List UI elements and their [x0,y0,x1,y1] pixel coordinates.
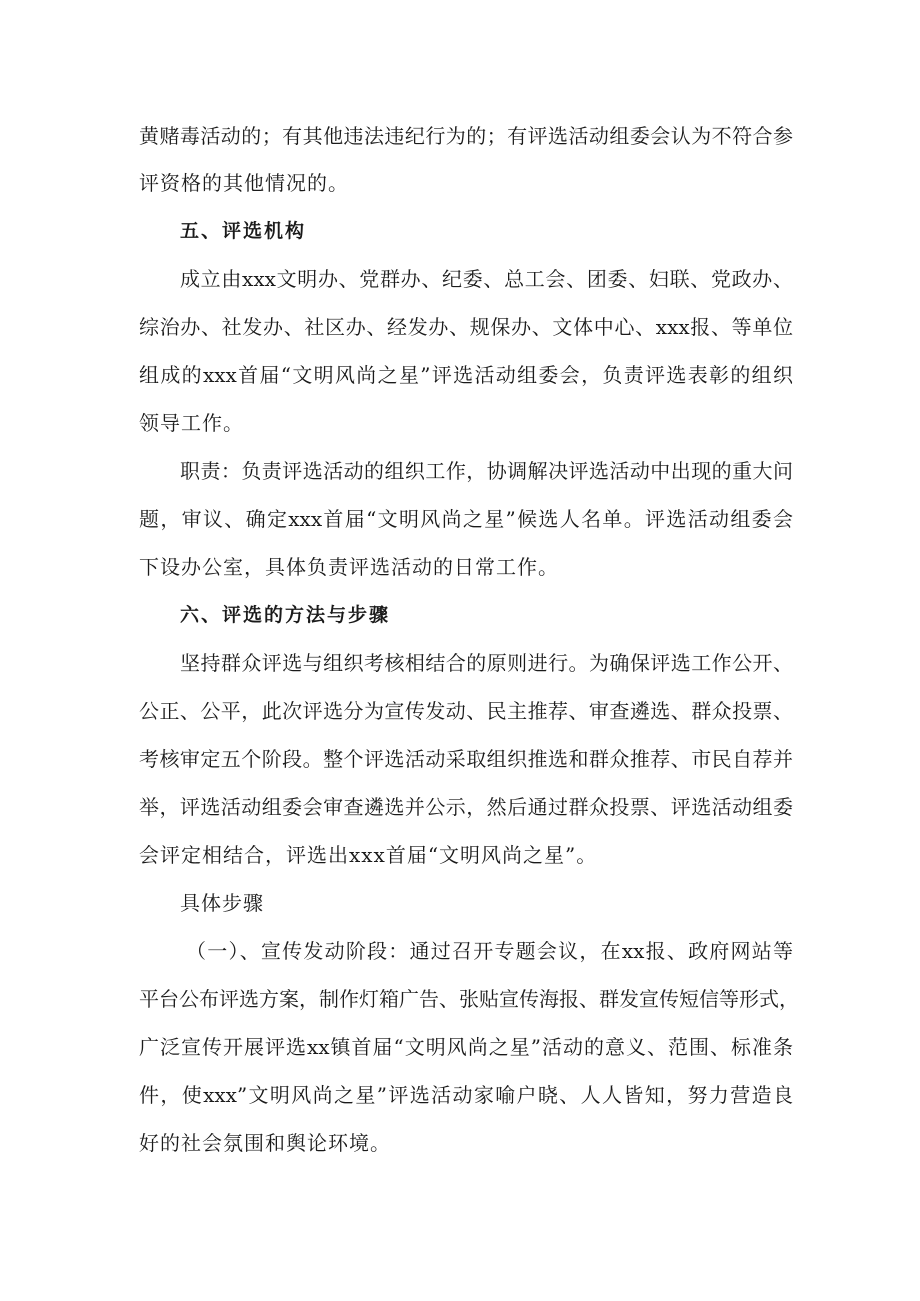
section-heading-five: 五、评选机构 [180,220,307,242]
paragraph-line: 广泛宣传开展评选xx镇首届“文明风尚之星”活动的意义、范围、标准条 [139,1035,793,1059]
paragraph-line: 职责：负责评选活动的组织工作，协调解决评选活动中出现的重大问 [180,459,793,483]
paragraph-line: 组成的xxx首届“文明风尚之星”评选活动组委会，负责评选表彰的组织 [139,363,793,387]
section-heading-six: 六、评选的方法与步骤 [180,604,391,626]
paragraph-line: 成立由xxx文明办、党群办、纪委、总工会、团委、妇联、党政办、 [180,267,793,291]
paragraph-line: 会评定相结合，评选出xxx首届“文明风尚之星”。 [139,843,598,867]
paragraph-line: 考核审定五个阶段。整个评选活动采取组织推选和群众推荐、市民自荐并 [139,747,793,771]
paragraph-line: 好的社会氛围和舆论环境。 [139,1131,391,1155]
paragraph-line: 黄赌毒活动的；有其他违法违纪行为的；有评选活动组委会认为不符合参 [139,124,793,148]
paragraph-line: 平台公布评选方案，制作灯箱广告、张贴宣传海报、群发宣传短信等形式， [139,987,799,1011]
paragraph-line: 件，使xxx”文明风尚之星”评选活动家喻户晓、人人皆知，努力营造良 [139,1083,793,1107]
subsection-heading: 具体步骤 [180,891,264,915]
paragraph-line: 举，评选活动组委会审查遴选并公示，然后通过群众投票、评选活动组委 [139,795,793,819]
paragraph-line: 下设办公室，具体负责评选活动的日常工作。 [139,555,559,579]
paragraph-line: 领导工作。 [139,411,244,435]
paragraph-line: 评资格的其他情况的。 [139,171,349,195]
paragraph-line: （一）、宣传发动阶段：通过召开专题会议，在xx报、政府网站等 [186,939,793,963]
paragraph-line: 题，审议、确定xxx首届“文明风尚之星”候选人名单。评选活动组委会 [139,507,793,531]
paragraph-line: 综治办、社发办、社区办、经发办、规保办、文体中心、xxx报、等单位 [139,315,793,339]
paragraph-line: 坚持群众评选与组织考核相结合的原则进行。为确保评选工作公开、 [180,651,793,675]
paragraph-line: 公正、公平，此次评选分为宣传发动、民主推荐、审查遴选、群众投票、 [139,699,793,723]
